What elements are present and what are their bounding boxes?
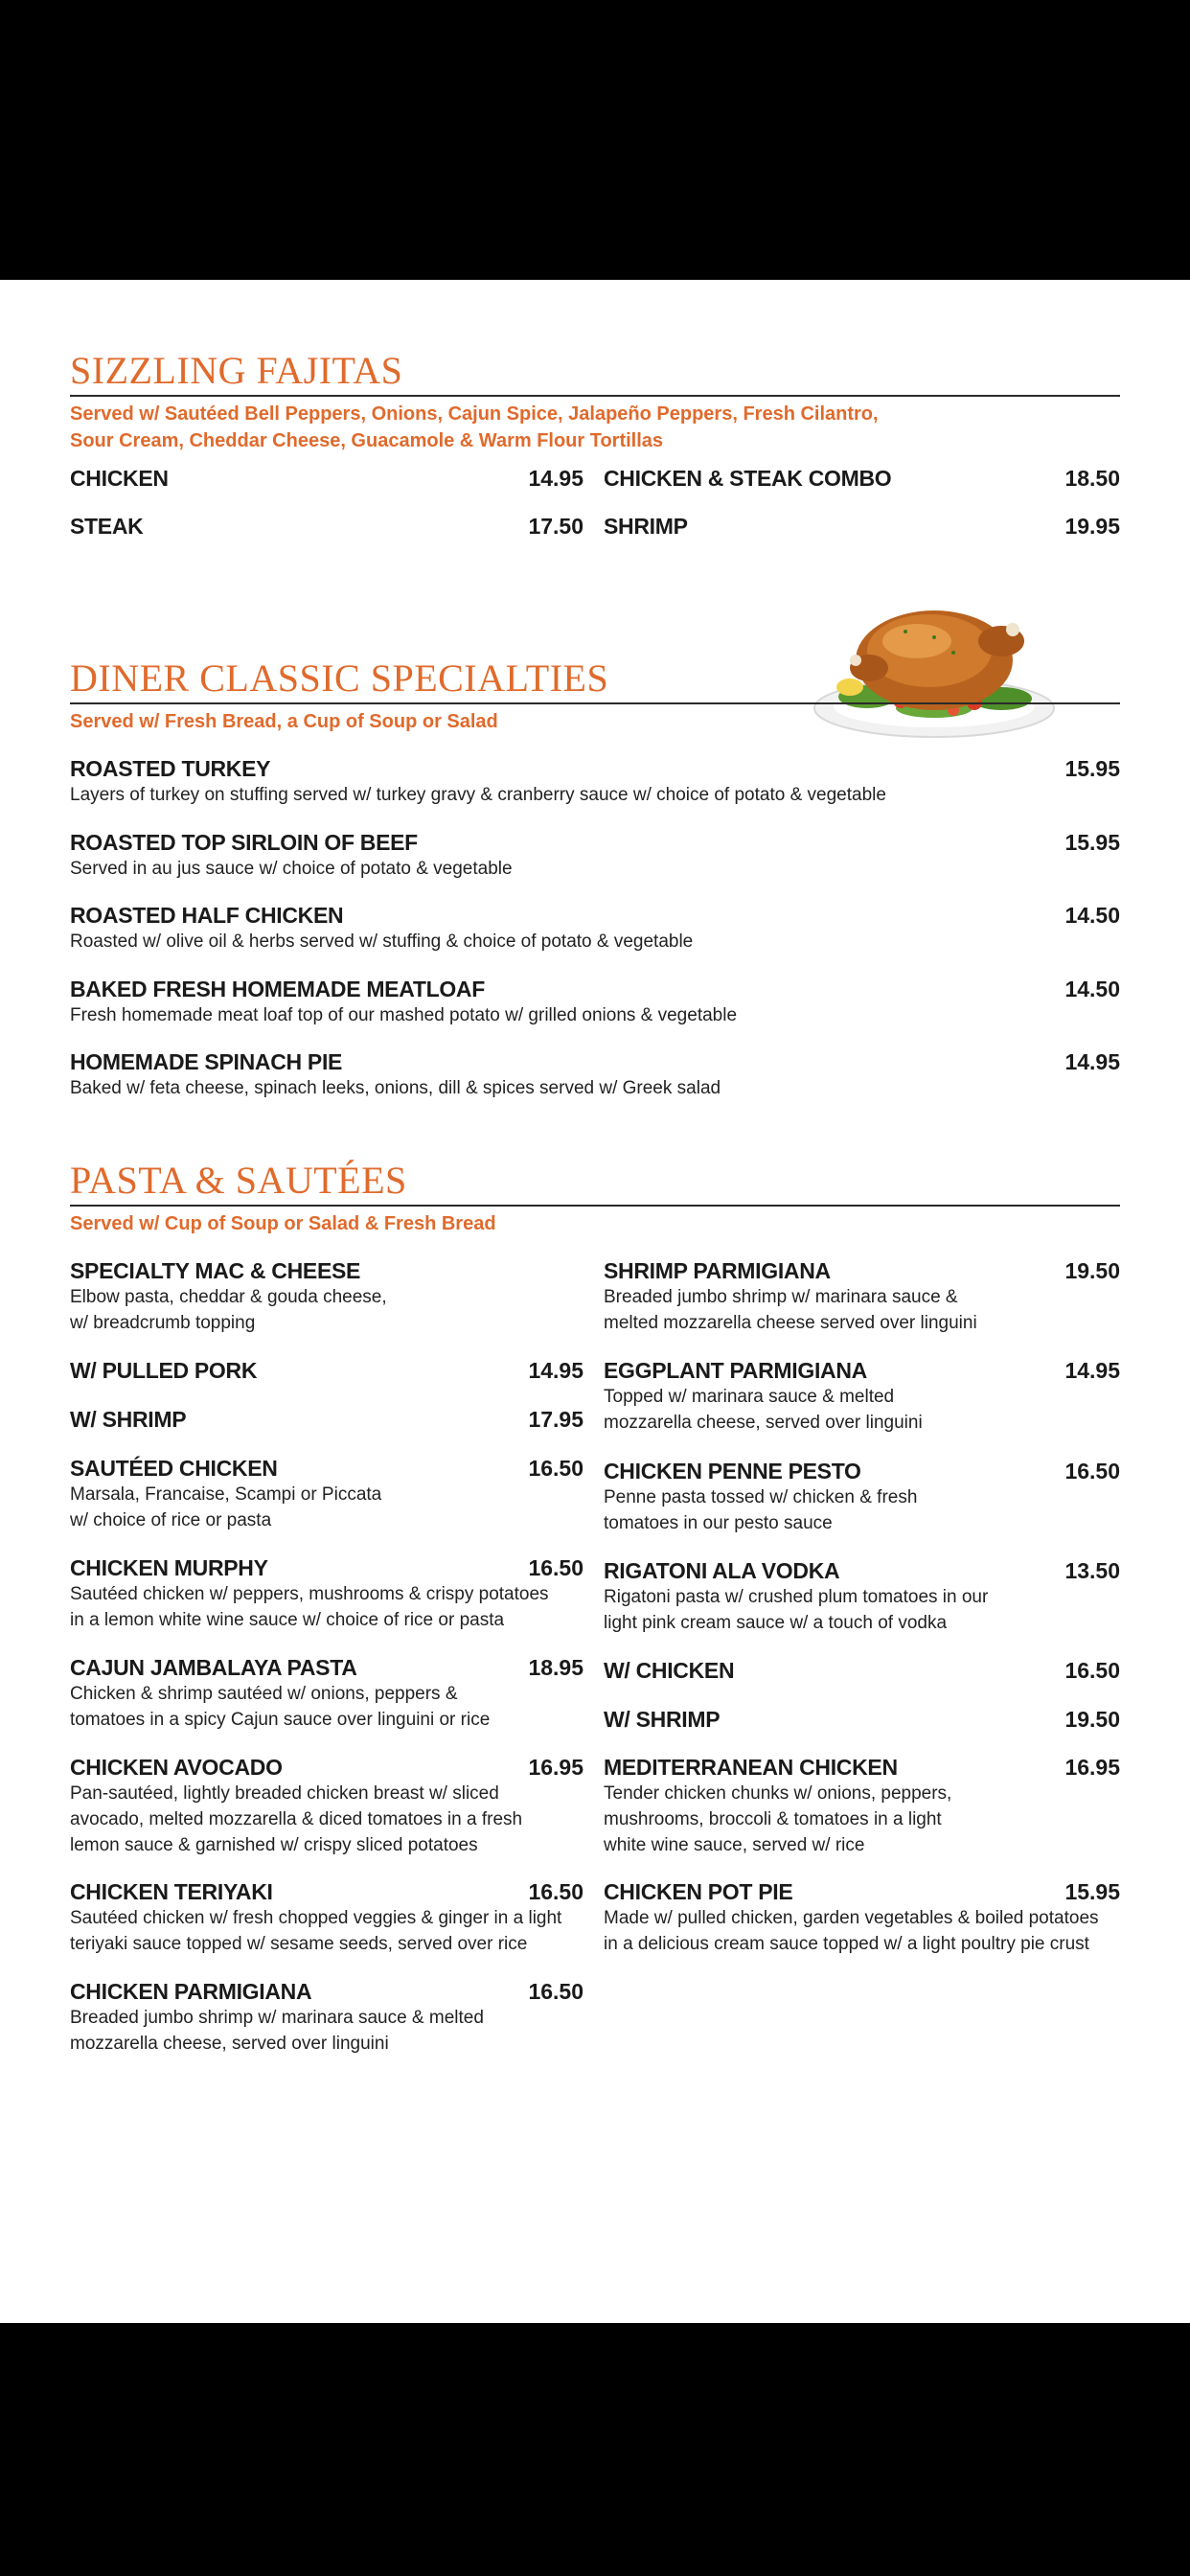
item-name: SHRIMP PARMIGIANA (604, 1258, 831, 1283)
menu-item (604, 1707, 1120, 1733)
menu-item (604, 1459, 1120, 1536)
item-price: 17.50 (528, 514, 584, 539)
item-description: Served in au jus sauce w/ choice of potato & vegetable (70, 859, 513, 879)
menu-item (70, 1258, 584, 1336)
item-description: Topped w/ marinara sauce & melted mozzarella cheese, served over linguini (604, 1387, 923, 1433)
item-price: 15.95 (1064, 1879, 1120, 1904)
item-description: Made w/ pulled chicken, garden vegetables & boiled potatoes in a delicious cream sauce topped w/ a light poultry pie crust (604, 1908, 1099, 1954)
pasta-section (70, 1159, 1120, 2054)
pasta-divider (70, 1205, 1120, 1207)
item-price: 14.95 (528, 466, 584, 491)
item-description: Breaded jumbo shrimp w/ marinara sauce & melted mozzarella cheese served over linguini (604, 1287, 977, 1333)
item-description: Penne pasta tossed w/ chicken & fresh tomatoes in our pesto sauce (604, 1487, 918, 1533)
item-name: SPECIALTY MAC & CHEESE (70, 1258, 361, 1283)
menu-item (70, 514, 584, 546)
item-name: CHICKEN POT PIE (604, 1879, 793, 1904)
item-price: 19.95 (1064, 514, 1120, 539)
item-description: Fresh homemade meat loaf top of our mashed potato w/ grilled onions & vegetable (70, 1005, 738, 1025)
menu-item (70, 466, 584, 498)
item-name: CHICKEN TERIYAKI (70, 1879, 273, 1904)
item-price: 14.95 (1064, 1049, 1120, 1074)
menu-item (70, 1407, 584, 1433)
item-price: 19.50 (1064, 1707, 1120, 1732)
item-name: CHICKEN AVOCADO (70, 1755, 283, 1780)
classics-title: DINER CLASSIC SPECIALTIES (70, 656, 609, 700)
item-price: 18.50 (1064, 466, 1120, 491)
item-name: EGGPLANT PARMIGIANA (604, 1358, 867, 1383)
item-description: Chicken & shrimp sautéed w/ onions, peppers & tomatoes in a spicy Cajun sauce over linguini or rice (70, 1684, 491, 1730)
item-name: CHICKEN MURPHY (70, 1555, 268, 1580)
item-name: ROASTED TURKEY (70, 756, 271, 781)
item-price: 16.50 (1064, 1459, 1120, 1484)
item-description: Layers of turkey on stuffing served w/ turkey gravy & cranberry sauce w/ choice of potato & vegetable (70, 785, 886, 805)
item-name: W/ SHRIMP (604, 1707, 721, 1732)
item-price: 16.50 (528, 1879, 584, 1904)
item-name: BAKED FRESH HOMEMADE MEATLOAF (70, 977, 485, 1001)
item-price: 14.50 (1064, 903, 1120, 928)
item-description: Elbow pasta, cheddar & gouda cheese, w/ breadcrumb topping (70, 1287, 387, 1333)
item-name: W/ SHRIMP (70, 1407, 187, 1432)
item-description: Breaded jumbo shrimp w/ marinara sauce & melted mozzarella cheese, served over linguini (70, 2008, 484, 2054)
item-price: 15.95 (1064, 830, 1120, 855)
menu-item (604, 1358, 1120, 1436)
item-price: 19.50 (1064, 1258, 1120, 1283)
item-description: Roasted w/ olive oil & herbs served w/ stuffing & choice of potato & vegetable (70, 932, 694, 952)
item-name: CHICKEN PARMIGIANA (70, 1979, 312, 2004)
item-price: 16.50 (1064, 1658, 1120, 1683)
menu-page (0, 280, 1190, 2323)
menu-item (70, 1555, 584, 1633)
menu-item (70, 1049, 1120, 1101)
item-name: CHICKEN PENNE PESTO (604, 1459, 861, 1484)
menu-item (604, 466, 1120, 498)
menu-item (70, 1979, 584, 2057)
fajitas-divider (70, 395, 1120, 397)
item-price: 14.95 (1064, 1358, 1120, 1383)
item-name: HOMEMADE SPINACH PIE (70, 1049, 343, 1074)
menu-item (604, 1755, 1120, 1858)
fajitas-title: SIZZLING FAJITAS (70, 349, 403, 392)
item-price: 13.50 (1064, 1558, 1120, 1583)
item-name: SHRIMP (604, 514, 688, 539)
menu-item (70, 1456, 584, 1533)
fajitas-subtitle: Served w/ Sautéed Bell Peppers, Onions, Cajun Spice, Jalapeño Peppers, Fresh Cilantro, Sour Cream, Cheddar Cheese, Guacamole & Warm Flour Tortillas (70, 403, 879, 451)
menu-item (604, 1558, 1120, 1636)
item-name: CHICKEN (70, 466, 169, 491)
item-description: Rigatoni pasta w/ crushed plum tomatoes in our light pink cream sauce w/ a touch of vodka (604, 1587, 989, 1633)
item-price: 16.50 (528, 1979, 584, 2004)
menu-item (604, 1258, 1120, 1336)
item-name: MEDITERRANEAN CHICKEN (604, 1755, 898, 1780)
item-name: CHICKEN & STEAK COMBO (604, 466, 892, 491)
item-description: Sautéed chicken w/ fresh chopped veggies & ginger in a light teriyaki sauce topped w/ sesame seeds, served over rice (70, 1908, 562, 1954)
item-name: CAJUN JAMBALAYA PASTA (70, 1655, 357, 1680)
menu-item (70, 1358, 584, 1384)
fajitas-section (70, 349, 1120, 539)
menu-item (70, 903, 1120, 954)
item-price: 14.50 (1064, 977, 1120, 1001)
menu-item (604, 1879, 1120, 1957)
pasta-title: PASTA & SAUTÉES (70, 1159, 407, 1202)
menu-item (70, 756, 1120, 808)
item-name: ROASTED HALF CHICKEN (70, 903, 344, 928)
item-name: W/ PULLED PORK (70, 1358, 258, 1383)
menu-item (70, 830, 1120, 882)
classics-divider (70, 702, 1120, 704)
item-price: 18.95 (528, 1655, 584, 1680)
pasta-subtitle: Served w/ Cup of Soup or Salad & Fresh Bread (70, 1213, 496, 1234)
item-price: 17.95 (528, 1407, 584, 1432)
item-description: Marsala, Francaise, Scampi or Piccata w/ choice of rice or pasta (70, 1484, 382, 1530)
menu-item (604, 1658, 1120, 1684)
item-name: RIGATONI ALA VODKA (604, 1558, 840, 1583)
menu-item (70, 1755, 584, 1858)
menu-item (70, 1879, 584, 1957)
item-price: 15.95 (1064, 756, 1120, 781)
classics-subtitle: Served w/ Fresh Bread, a Cup of Soup or Salad (70, 711, 498, 732)
item-name: ROASTED TOP SIRLOIN OF BEEF (70, 830, 418, 855)
item-name: STEAK (70, 514, 144, 539)
menu-item (70, 1655, 584, 1733)
classics-section (70, 656, 1120, 1098)
item-description: Sautéed chicken w/ peppers, mushrooms & crispy potatoes in a lemon white wine sauce w/ choice of rice or pasta (70, 1584, 549, 1630)
item-description: Pan-sautéed, lightly breaded chicken breast w/ sliced avocado, melted mozzarella & diced tomatoes in a fresh lemon sauce & garnished w/ crispy sliced potatoes (70, 1783, 523, 1855)
menu-item (604, 514, 1120, 546)
item-price: 16.95 (1064, 1755, 1120, 1780)
item-price: 16.50 (528, 1456, 584, 1481)
item-name: SAUTÉED CHICKEN (70, 1456, 278, 1481)
item-price: 14.95 (528, 1358, 584, 1383)
item-price: 16.95 (528, 1755, 584, 1780)
item-description: Tender chicken chunks w/ onions, peppers, mushrooms, broccoli & tomatoes in a light white wine sauce, served w/ rice (604, 1783, 952, 1855)
item-price: 16.50 (528, 1555, 584, 1580)
menu-item (70, 977, 1120, 1028)
item-name: W/ CHICKEN (604, 1658, 735, 1683)
item-description: Baked w/ feta cheese, spinach leeks, onions, dill & spices served w/ Greek salad (70, 1078, 721, 1098)
